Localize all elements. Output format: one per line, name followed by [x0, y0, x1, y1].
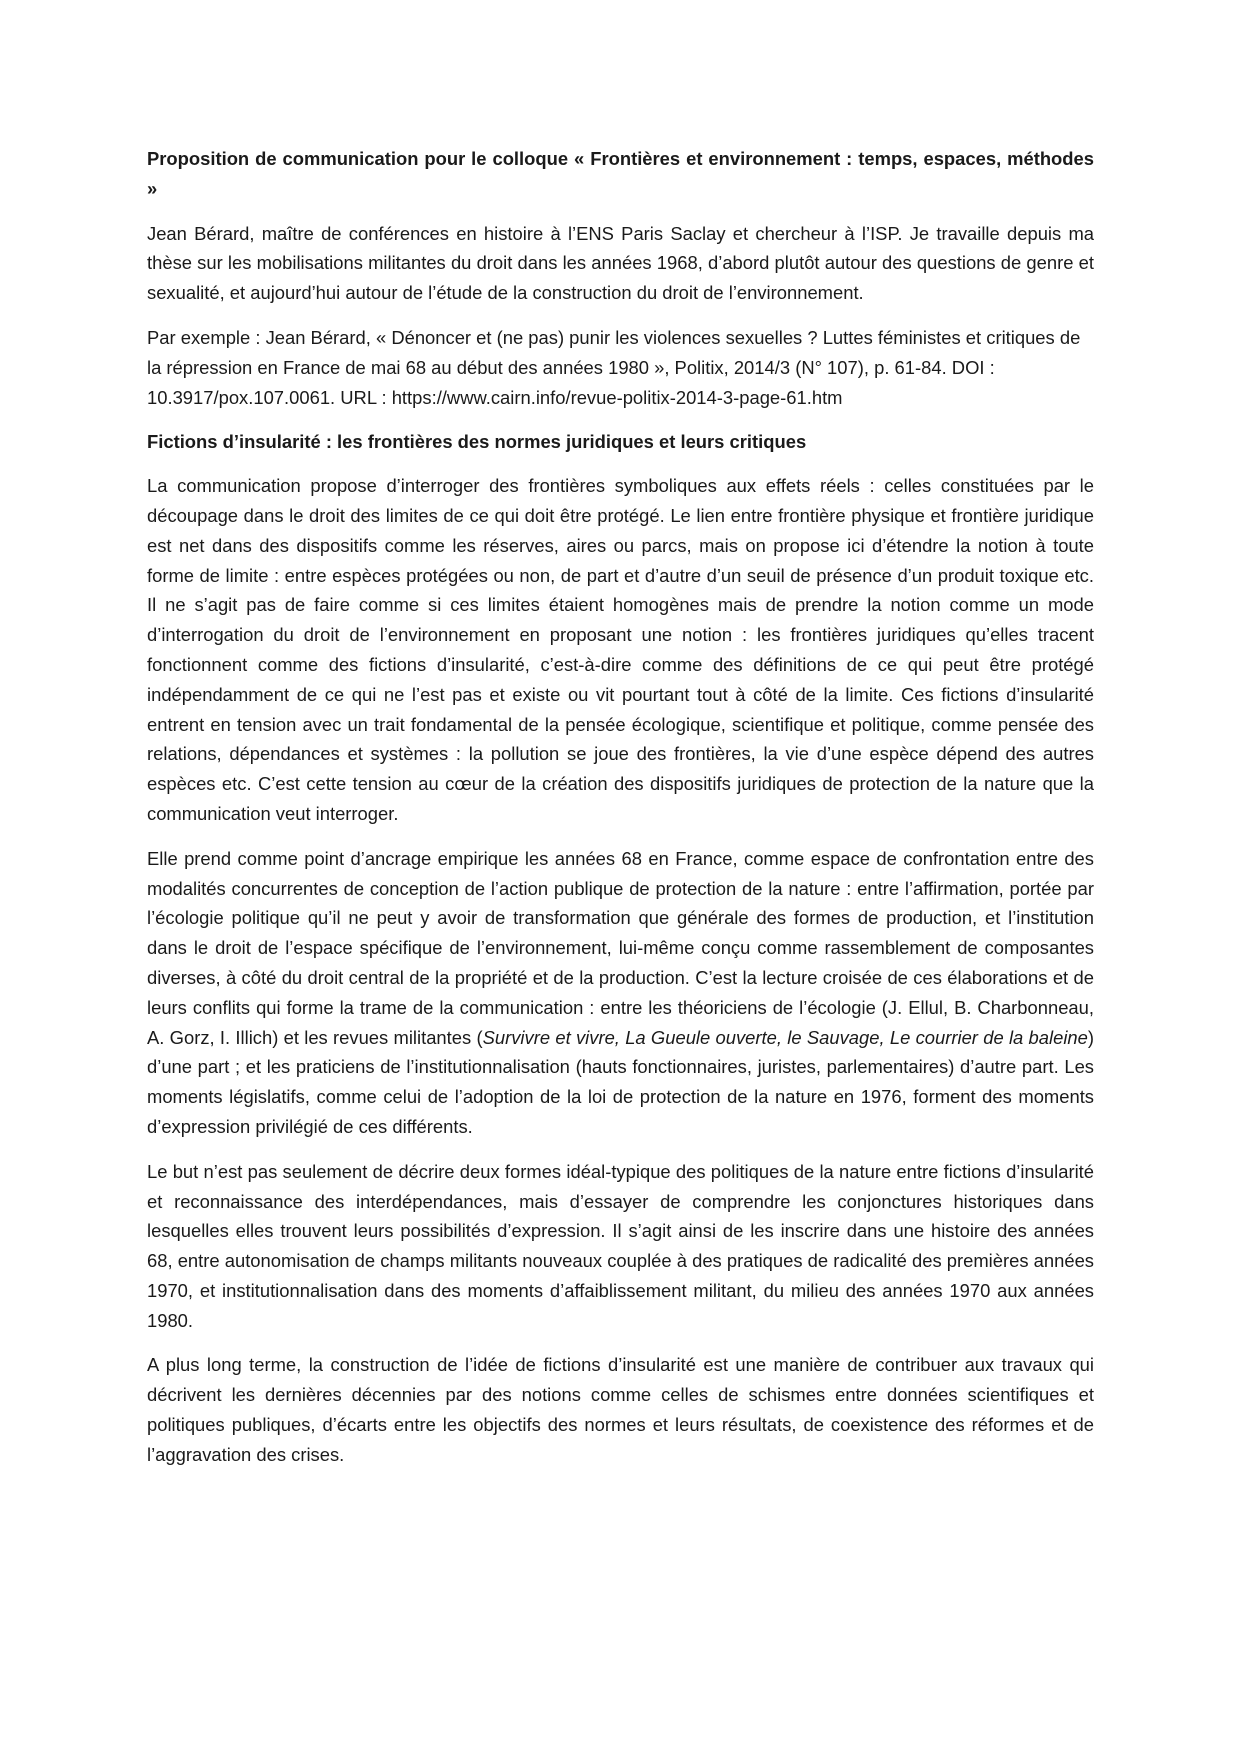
body-paragraph-1: La communication propose d’interroger des frontières symboliques aux effets réels : celles constituées par le découpage dans le droit des limites de ce qui doit être protégé. Le lien entre frontière physique et frontière juridique est net dans des dispositifs comme les réserves, aires ou parcs, mais on propose ici d’étendre la notion à toute forme de limite : entre espèces protégées ou non, de part et d’autre d’un seuil de présence d’un produit toxique etc. Il ne s’agit pas de faire comme si ces limites étaient homogènes mais de prendre la notion comme un mode d’interrogation du droit de l’environnement en proposant une notion : les frontières juridiques qu’elles tracent fonctionnent comme des fictions d’insularité, c’est-à-dire comme des définitions de ce qui peut être protégé indépendamment de ce qui ne l’est pas et existe ou vit pourtant tout à côté de la limite. Ces fictions d’insularité entrent en tension avec un trait fondamental de la pensée écologique, scientifique et politique, comme pensée des relations, dépendances et systèmes : la pollution se joue des frontières, la vie d’une espèce dépend des autres espèces etc. C’est cette tension au cœur de la création des dispositifs juridiques de protection de la nature que la communication veut interroger. [147, 475, 1094, 824]
body-paragraph-3: Le but n’est pas seulement de décrire deux formes idéal-typique des politiques de la nature entre fictions d’insularité et reconnaissance des interdépendances, mais d’essayer de comprendre les conjonctures historiques dans lesquelles elles trouvent leurs possibilités d’expression. Il s’agit ainsi de les inscrire dans une histoire des années 68, entre autonomisation de champs militants nouveaux couplée à des pratiques de radicalité des premières années 1970, et institutionnalisation dans des moments d’affaiblissement militant, du milieu des années 1970 aux années 1980. [147, 1160, 1094, 1331]
document-title: Proposition de communication pour le colloque « Frontières et environnement : temps, espaces, méthodes » [147, 148, 1094, 199]
author-bio-paragraph: Jean Bérard, maître de conférences en histoire à l’ENS Paris Saclay et chercheur à l’ISP. Je travaille depuis ma thèse sur les mobilisations militantes du droit dans les années 1968, d’abord plutôt autour des questions de genre et sexualité, et aujourd’hui autour de l’étude de la construction du droit de l’environnement. [147, 222, 1094, 304]
reference-paragraph: Par exemple : Jean Bérard, « Dénoncer et (ne pas) punir les violences sexuelles ? Luttes féministes et critiques de la répression en France de mai 68 au début des années 1980 », Politix, 2014/3 (N° 107), p. 61-84. DOI : 10.3917/pox.107.0061. URL : https://www.cairn.info/revue-politix-2014-3-page-61.htm [147, 326, 1081, 408]
body-paragraph-2 [147, 844, 1094, 1142]
body-paragraph-4: A plus long terme, la construction de l’idée de fictions d’insularité est une manière de contribuer aux travaux qui décrivent les dernières décennies par des notions comme celles de schismes entre données scientifiques et politiques publiques, d’écarts entre les objectifs des normes et leurs résultats, de coexistence des réformes et de l’aggravation des crises. [147, 1354, 1094, 1465]
paragraph-2-text-before: Elle prend comme point d’ancrage empirique les années 68 en France, comme espace de confrontation entre des modalités concurrentes de conception de l’action publique de protection de la nature : entre l’affirmation, portée par l’écologie politique qu’il ne peut y avoir de transformation que générale des formes de production, et l’institution dans le droit de l’espace spécifique de l’environnement, lui-même conçu comme rassemblement de composantes diverses, à côté du droit central de la propriété et de la production. C’est la lecture croisée de ces élaborations et de leurs conflits qui forme la trame de la communication : entre les théoriciens de l’écologie (J. Ellul, B. Charbonneau, A. Gorz, I. Illich) et les revues militantes ( [147, 847, 1094, 1048]
paragraph-2-text-after: ) d’une part ; et les praticiens de l’institutionnalisation (hauts fonctionnaires, juristes, parlementaires) d’autre part. Les moments législatifs, comme celui de l’adoption de la loi de protection de la nature en 1976, forment des moments d’expression privilégié de ces différents. [147, 1026, 1094, 1137]
document-body [147, 144, 1094, 1485]
journal-titles-italic: Survivre et vivre, La Gueule ouverte, le Sauvage, Le courrier de la baleine [482, 1026, 1088, 1048]
section-heading: Fictions d’insularité : les frontières des normes juridiques et leurs critiques [147, 431, 807, 453]
